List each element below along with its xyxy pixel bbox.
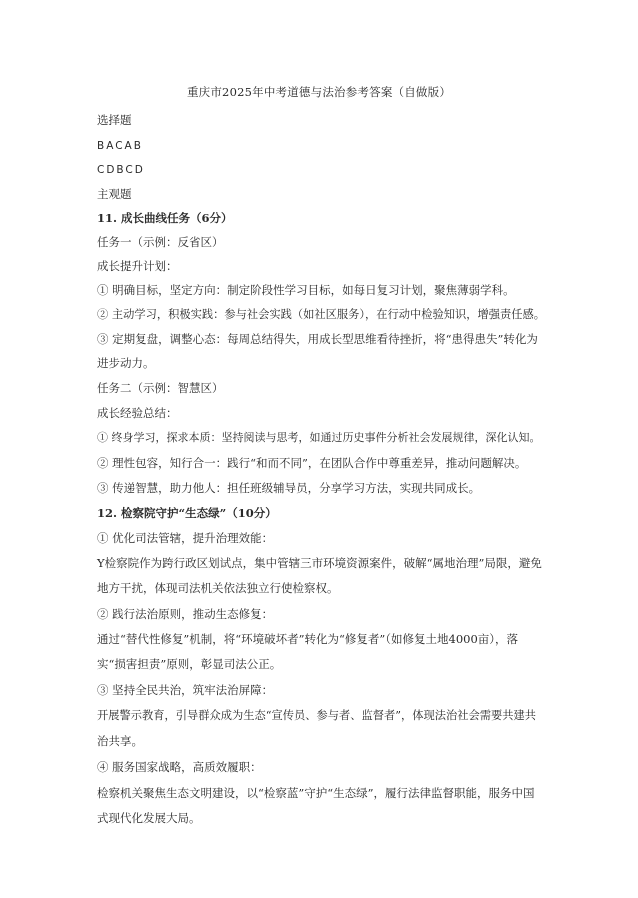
paragraph-line: 地方干扰，体现司法机关依法独立行使检察权。 xyxy=(97,581,339,595)
paragraph-line: 检察机关聚焦生态文明建设，以“检察蓝”守护“生态绿”，履行法律监督职能，服务中国 xyxy=(97,786,535,800)
paragraph-line: 治共享。 xyxy=(97,734,143,748)
paragraph-line: 式现代化发展大局。 xyxy=(97,811,201,825)
paragraph-line: 开展警示教育，引导群众成为生态“宣传员、参与者、监督者”，体现法治社会需要共建共 xyxy=(97,709,537,722)
paragraph-line: ① 明确目标，坚定方向：制定阶段性学习目标，如每日复习计划，聚焦薄弱学科。 xyxy=(97,283,515,297)
section-subjective-heading: 主观题 xyxy=(97,187,132,201)
section-choice-heading: 选择题 xyxy=(97,113,132,127)
question-11-heading: 11. 成长曲线任务（6分） xyxy=(97,211,233,225)
document-title: 重庆市2025年中考道德与法治参考答案（自做版） xyxy=(186,85,452,99)
point-heading: ① 优化司法管辖，提升治理效能： xyxy=(97,531,274,545)
choice-answers-row-1: BACAB xyxy=(97,140,143,152)
choice-answers-row-2: CDBCD xyxy=(97,164,145,176)
point-heading: ④ 服务国家战略，高质效履职： xyxy=(97,760,262,774)
task-1-heading: 任务一（示例：反省区） xyxy=(97,235,224,249)
growth-summary-heading: 成长经验总结： xyxy=(97,406,178,420)
point-heading: ③ 坚持全民共治，筑牢法治屏障： xyxy=(97,683,274,697)
paragraph-line: ③ 传递智慧，助力他人：担任班级辅导员，分享学习方法，实现共同成长。 xyxy=(97,481,481,495)
paragraph-line: 通过“替代性修复”机制，将“环境破坏者”转化为“修复者”（如修复土地4000亩），落 xyxy=(97,632,519,646)
question-12-heading: 12. 检察院守护“生态绿”（10分） xyxy=(97,506,277,520)
paragraph-line: ② 理性包容，知行合一：践行“和而不同”，在团队合作中尊重差异，推动问题解决。 xyxy=(97,456,527,470)
paragraph-line: ① 终身学习，探求本质：坚持阅读与思考，如通过历史事件分析社会发展规律，深化认知。 xyxy=(97,431,541,444)
paragraph-line: ③ 定期复盘，调整心态：每周总结得失，用成长型思维看待挫折，将“患得患失”转化为 xyxy=(97,332,538,346)
paragraph-line: 进步动力。 xyxy=(97,356,155,370)
paragraph-line: ② 主动学习，积极实践：参与社会实践（如社区服务），在行动中检验知识，增强责任感。 xyxy=(97,308,545,321)
paragraph-line: 实“损害担责”原则，彰显司法公正。 xyxy=(97,657,282,671)
paragraph-line: Y检察院作为跨行政区划试点，集中管辖三市环境资源案件，破解“属地治理”局限，避免 xyxy=(97,556,542,570)
point-heading: ② 践行法治原则，推动生态修复： xyxy=(97,607,274,621)
growth-plan-heading: 成长提升计划： xyxy=(97,259,178,273)
task-2-heading: 任务二（示例：智慧区） xyxy=(97,381,224,395)
